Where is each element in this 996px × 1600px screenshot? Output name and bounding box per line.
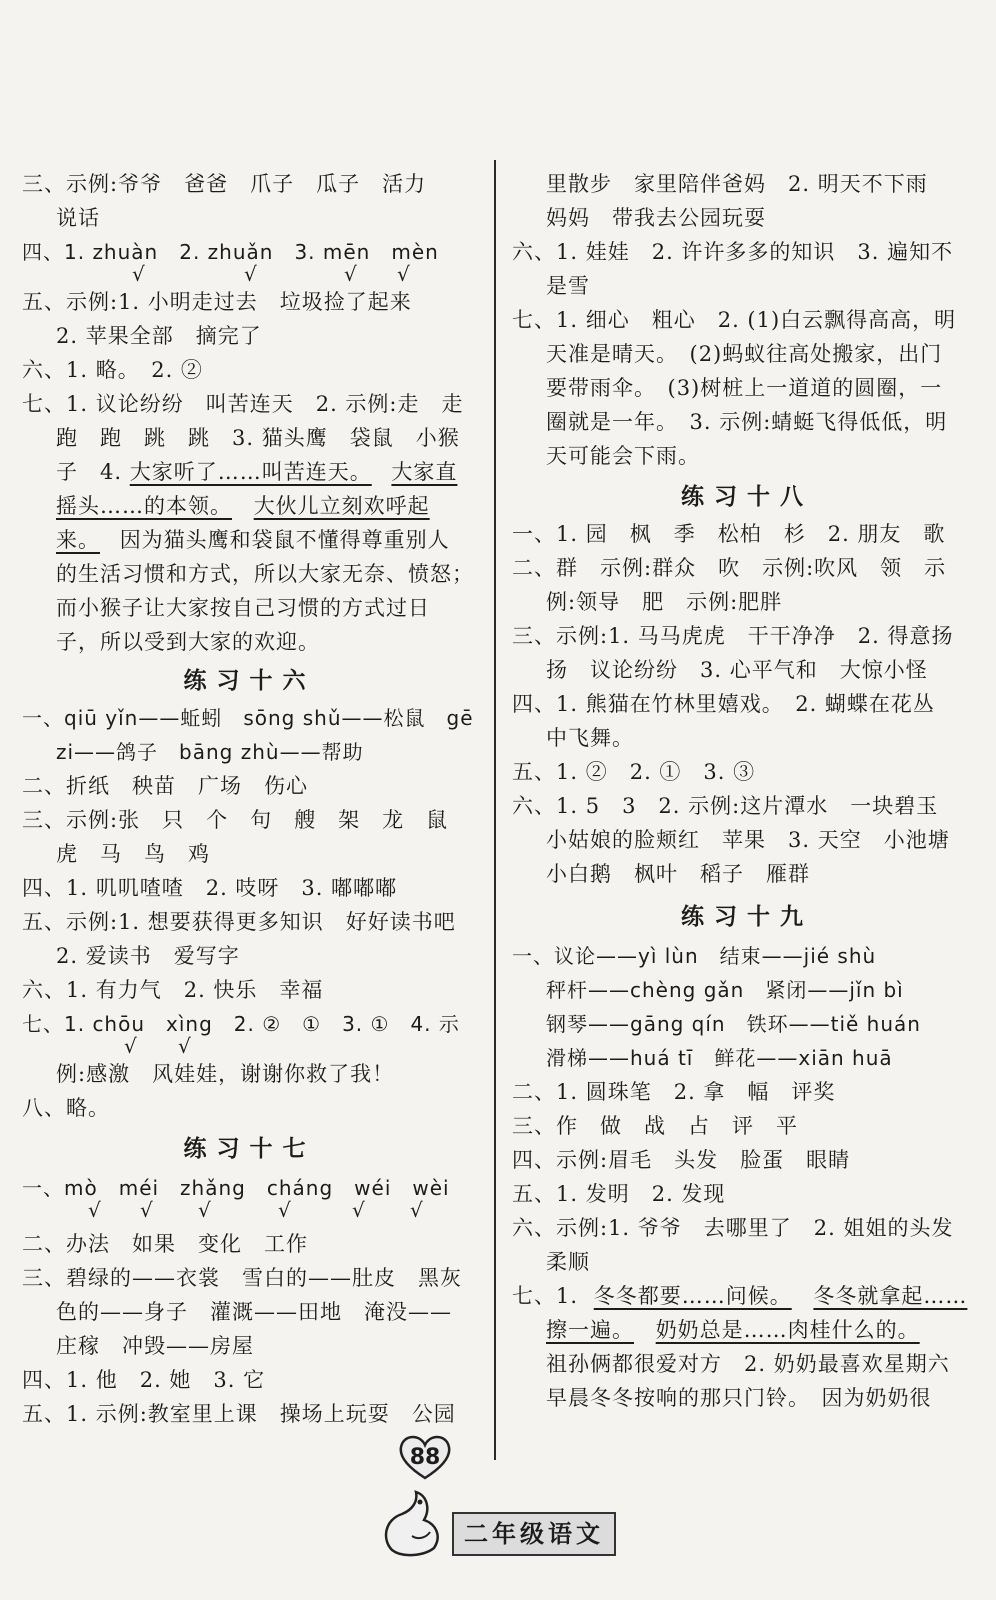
answer-line [56, 526, 450, 554]
answer-line: 秤杆——chèng gǎn 紧闭——jǐn bì [546, 978, 904, 1002]
answer-line: 六、1. 略。 2. ② [22, 358, 203, 382]
answer-line: 小姑娘的脸颊红 苹果 3. 天空 小池塘 [546, 828, 950, 852]
answer-line: 七、1. 细心 粗心 2. (1)白云飘得高高，明 [512, 308, 957, 332]
answer-line: 六、示例:1. 爷爷 去哪里了 2. 姐姐的头发 [512, 1216, 954, 1240]
answer-text: 七、1. [512, 1284, 579, 1308]
answer-line: 三、示例:1. 马马虎虎 干干净净 2. 得意扬 [512, 624, 954, 648]
answer-line: 天准是晴天。 (2)蚂蚁往高处搬家，出门 [546, 342, 943, 366]
grade-subject-label: 二年级语文 [452, 1512, 616, 1556]
answer-line: 是雪 [546, 274, 590, 298]
answer-text: 子 4. [56, 460, 123, 484]
answer-line: 五、示例:1. 小明走过去 垃圾捡了起来 [22, 290, 412, 314]
answer-line: 小白鹅 枫叶 稻子 雁群 [546, 862, 810, 886]
underlined-answer: 大家听了……叫苦连天。 [129, 460, 372, 484]
checkmark-icon: √ [88, 1198, 101, 1222]
answer-line: 而小猴子让大家按自己习惯的方式过日 [56, 596, 430, 620]
underlined-answer: 大伙儿立刻欢呼起 [253, 494, 430, 518]
section-title: 练习十八 [681, 484, 813, 510]
answer-line: 七、1. 议论纷纷 叫苦连天 2. 示例:走 走 [22, 392, 464, 416]
answer-text: 因为猫头鹰和袋鼠不懂得尊重别人 [119, 528, 450, 552]
answer-line: 三、碧绿的——衣裳 雪白的——肚皮 黑灰 [22, 1266, 462, 1290]
answer-line: 柔顺 [546, 1250, 590, 1274]
checkmark-icon: √ [132, 262, 145, 286]
answer-line [56, 458, 457, 486]
answer-line: 四、1. 他 2. 她 3. 它 [22, 1368, 266, 1392]
answer-line: 妈妈 带我去公园玩耍 [546, 206, 766, 230]
answer-line: 三、示例:张 只 个 句 艘 架 龙 鼠 [22, 808, 449, 832]
answer-line: 例:领导 肥 示例:肥胖 [546, 590, 783, 614]
answer-line: 说话 [56, 206, 100, 230]
answer-line: 虎 马 鸟 鸡 [56, 842, 210, 866]
checkmark-icon: √ [178, 1034, 191, 1058]
answer-line: 二、折纸 秧苗 广场 伤心 [22, 774, 308, 798]
answer-line: 庄稼 冲毁——房屋 [56, 1334, 254, 1358]
answer-line: 钢琴——gāng qín 铁环——tiě huán [546, 1012, 921, 1036]
checkmark-icon: √ [344, 262, 357, 286]
answer-line: 跑 跑 跳 跳 3. 猫头鹰 袋鼠 小猴 [56, 426, 460, 450]
answer-line: 二、群 示例:群众 吹 示例:吹风 领 示 [512, 556, 947, 580]
answer-line: 扬 议论纷纷 3. 心平气和 大惊小怪 [546, 658, 928, 682]
answer-line: 色的——身子 灌溉——田地 淹没—— [56, 1300, 452, 1324]
answer-line: 四、1. 熊猫在竹林里嬉戏。 2. 蝴蝶在花丛 [512, 692, 935, 716]
checkmark-icon: √ [352, 1198, 365, 1222]
answer-line: 五、示例:1. 想要获得更多知识 好好读书吧 [22, 910, 456, 934]
underlined-answer: 奶奶总是……肉桂什么的。 [655, 1318, 920, 1342]
answer-line: 2. 苹果全部 摘完了 [56, 324, 262, 348]
answer-line: 早晨冬冬按响的那只门铃。 因为奶奶很 [546, 1386, 932, 1410]
answer-line [56, 492, 430, 520]
answer-line: 四、示例:眉毛 头发 脸蛋 眼睛 [512, 1148, 851, 1172]
answer-line [512, 1282, 967, 1310]
checkmark-icon: √ [124, 1034, 137, 1058]
underlined-answer: 冬冬都要……问候。 [593, 1284, 792, 1308]
answer-line: 子，所以受到大家的欢迎。 [56, 630, 320, 654]
answer-line: 一、1. 园 枫 季 松柏 杉 2. 朋友 歌 [512, 522, 946, 546]
underlined-answer: 冬冬就拿起…… [813, 1284, 968, 1308]
answer-line: 的生活习惯和方式，所以大家无奈、愤怒； [56, 562, 474, 586]
answer-line: 二、1. 圆珠笔 2. 拿 幅 评奖 [512, 1080, 836, 1104]
answer-line: 滑梯——huá tī 鲜花——xiān huā [546, 1046, 893, 1070]
answer-line: 七、1. chōu xìng 2. ② ① 3. ① 4. 示 [22, 1012, 460, 1036]
section-title: 练习十六 [183, 668, 316, 694]
underlined-answer: 大家直 [391, 460, 458, 484]
answer-line: zi——鸽子 bāng zhù——帮助 [56, 740, 364, 764]
answer-line: 一、mò méi zhǎng cháng wéi wèi [22, 1176, 450, 1200]
answer-line: 五、1. 示例:教室里上课 操场上玩耍 公园 [22, 1402, 456, 1426]
answer-line: 六、1. 娃娃 2. 许许多多的知识 3. 遍知不 [512, 240, 954, 264]
underlined-answer: 摇头……的本领。 [56, 494, 232, 518]
checkmark-icon: √ [198, 1198, 211, 1222]
column-divider [494, 160, 496, 1460]
checkmark-icon: √ [278, 1198, 291, 1222]
answer-line: 一、qiū yǐn——蚯蚓 sōng shǔ——松鼠 gē [22, 706, 474, 730]
answer-line: 要带雨伞。 (3)树桩上一道道的圆圈，一 [546, 376, 943, 400]
answer-line: 三、作 做 战 占 评 平 [512, 1114, 798, 1138]
answer-line: 中飞舞。 [546, 726, 634, 750]
answer-line: 祖孙俩都很爱对方 2. 奶奶最喜欢星期六 [546, 1352, 950, 1376]
answer-line: 圈就是一年。 3. 示例:蜻蜓飞得低低，明 [546, 410, 948, 434]
bird-mascot-icon [372, 1480, 462, 1560]
answer-line: 一、议论——yì lùn 结束——jié shù [512, 944, 877, 968]
answer-line: 里散步 家里陪伴爸妈 2. 明天不下雨 [546, 172, 928, 196]
underlined-answer: 擦一遍。 [546, 1318, 634, 1342]
answer-line: 三、示例:爷爷 爸爸 爪子 瓜子 活力 [22, 172, 427, 196]
answer-line: 五、1. ② 2. ① 3. ③ [512, 760, 756, 784]
checkmark-icon: √ [244, 262, 257, 286]
checkmark-icon: √ [140, 1198, 153, 1222]
checkmark-icon: √ [410, 1198, 423, 1222]
answer-line: 二、办法 如果 变化 工作 [22, 1232, 308, 1256]
page-number: 88 [409, 1445, 441, 1470]
section-title: 练习十七 [183, 1136, 316, 1162]
answer-line: 八、略。 [22, 1096, 110, 1120]
answer-line: 六、1. 5 3 2. 示例:这片潭水 一块碧玉 [512, 794, 939, 818]
answer-line: 五、1. 发明 2. 发现 [512, 1182, 726, 1206]
answer-line: 六、1. 有力气 2. 快乐 幸福 [22, 978, 324, 1002]
answer-line: 四、1. 叽叽喳喳 2. 吱呀 3. 嘟嘟嘟 [22, 876, 398, 900]
answer-line: 四、1. zhuàn 2. zhuǎn 3. mēn mèn [22, 240, 439, 264]
underlined-answer: 来。 [56, 528, 100, 552]
answer-line: 例:感激 风娃娃，谢谢你救了我！ [56, 1062, 395, 1086]
checkmark-icon: √ [397, 262, 410, 286]
answer-line: 天可能会下雨。 [546, 444, 700, 468]
answer-line [546, 1316, 920, 1344]
answer-line: 2. 爱读书 爱写字 [56, 944, 240, 968]
section-title: 练习十九 [681, 904, 813, 930]
